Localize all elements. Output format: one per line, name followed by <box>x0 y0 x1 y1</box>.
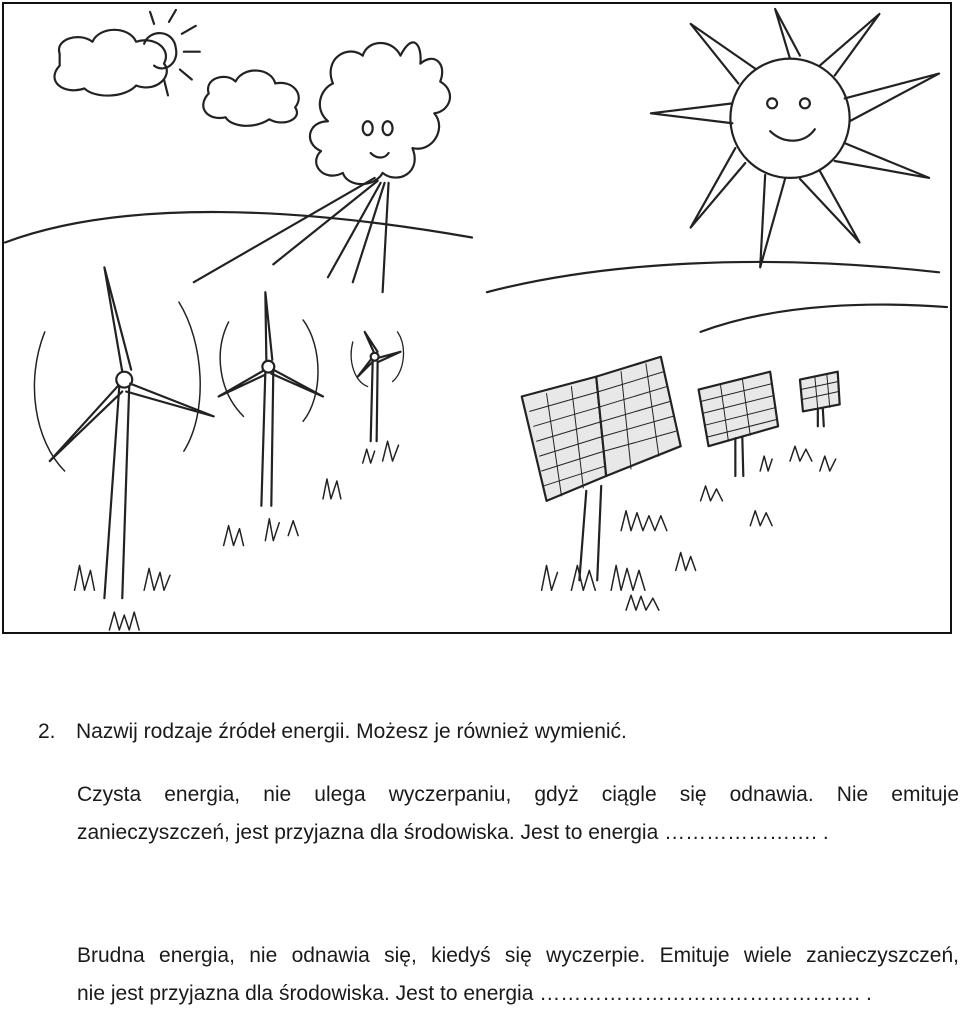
task-instruction: Nazwij rodzaje źródeł energii. Możesz je również wymienić. <box>76 720 627 743</box>
clean-energy-paragraph <box>77 776 959 852</box>
landscape-drawing <box>4 4 950 632</box>
renewable-energy-illustration <box>2 2 952 634</box>
dirty-energy-paragraph <box>77 937 959 1013</box>
solar-panel-large-icon <box>522 357 681 581</box>
clean-energy-answer-blank[interactable]: …………………. <box>664 821 817 844</box>
solar-panel-medium-icon <box>699 372 778 476</box>
left-hill <box>5 212 472 242</box>
clean-energy-line-2 <box>77 814 959 852</box>
wind-turbine-large-icon <box>34 267 213 598</box>
cloud-icon <box>54 30 166 96</box>
clean-energy-line-2-text: zanieczyszczeń, jest przyjazna dla środowiska. Jest to energia <box>77 821 659 844</box>
grass-icon <box>75 441 836 630</box>
right-hill <box>487 262 939 292</box>
dirty-energy-answer-blank[interactable]: ………………………………………. <box>539 982 861 1005</box>
dirty-energy-line-2-text: nie jest przyjazna dla środowiska. Jest to energia <box>77 982 534 1005</box>
solar-panel-small-icon <box>800 372 840 427</box>
front-hill <box>701 305 947 332</box>
sun-character-icon <box>651 9 939 267</box>
wind-turbine-medium-icon <box>219 292 323 506</box>
small-sun-icon <box>144 10 200 95</box>
dirty-energy-line-2 <box>77 975 959 1013</box>
wind-turbine-small-icon <box>351 332 403 441</box>
clean-energy-line-1: Czysta energia, nie ulega wyczerpaniu, gdyż ciągle się odnawia. Nie emituje <box>77 783 959 806</box>
clean-energy-end: . <box>822 821 829 844</box>
task-question <box>38 720 627 744</box>
dirty-energy-line-1: Brudna energia, nie odnawia się, kiedyś się wyczerpie. Emituje wiele zanieczyszczeń, <box>77 944 959 967</box>
cloud-icon <box>203 71 298 126</box>
task-number: 2. <box>38 720 56 743</box>
dirty-energy-end: . <box>865 982 872 1005</box>
